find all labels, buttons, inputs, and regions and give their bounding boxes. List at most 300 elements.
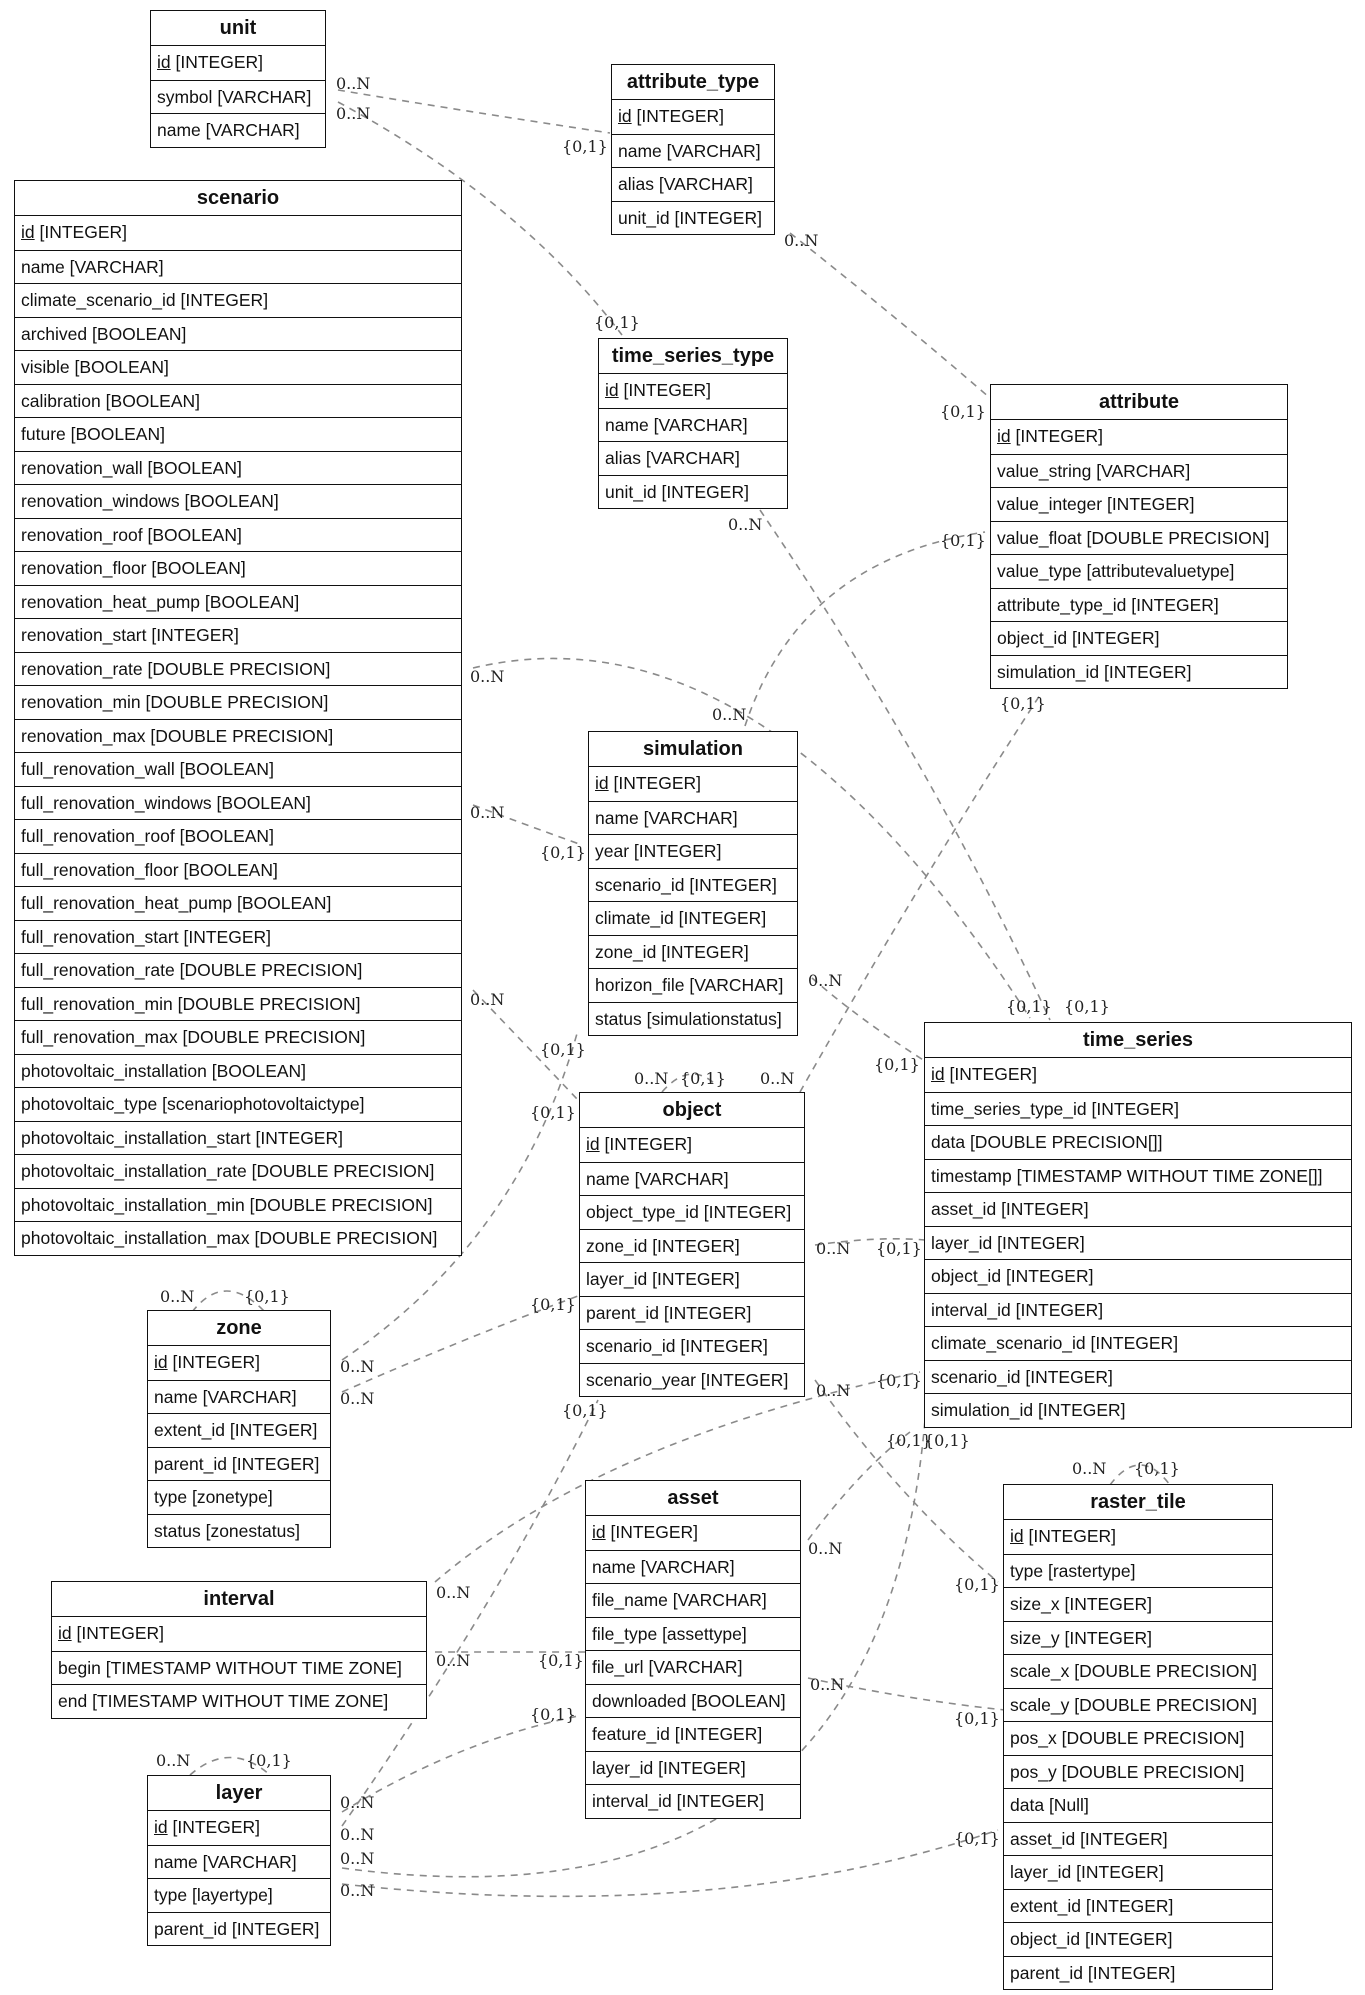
- table-title: raster_tile: [1004, 1485, 1272, 1520]
- column-type: [INTEGER]: [949, 1064, 1038, 1084]
- column-type: [INTEGER]: [1080, 1828, 1168, 1849]
- column-type: [INTEGER]: [658, 1757, 746, 1778]
- card-label: {0,1}: [562, 1401, 608, 1420]
- table-body: [151, 46, 325, 147]
- column-name: scenario_id: [595, 874, 685, 895]
- table-row: [1004, 1788, 1272, 1822]
- card-label: 0..N: [336, 74, 371, 93]
- column-name: id: [1010, 1526, 1024, 1546]
- table-row: [15, 551, 461, 585]
- table-row: [52, 1651, 426, 1685]
- table-attribute: [990, 384, 1288, 689]
- card-label: 0..N: [156, 1751, 191, 1770]
- table-unit: [150, 10, 326, 148]
- table-title: simulation: [589, 732, 797, 767]
- card-label: 0..N: [728, 515, 763, 534]
- table-row: [599, 408, 787, 442]
- table-row: [1004, 1721, 1272, 1755]
- column-name: type: [1010, 1560, 1044, 1581]
- column-type: [TIMESTAMP WITHOUT TIME ZONE]: [92, 1691, 389, 1711]
- column-type: [BOOLEAN]: [179, 759, 274, 779]
- column-name: renovation_wall: [21, 457, 143, 478]
- table-row: [15, 1087, 461, 1121]
- card-label: 0..N: [470, 667, 505, 686]
- table-row: [586, 1684, 800, 1718]
- column-type: [VARCHAR]: [69, 256, 164, 277]
- card-label: {0,1}: [680, 1069, 726, 1088]
- column-type: [INTEGER]: [172, 1352, 261, 1372]
- card-label: {0,1}: [540, 843, 586, 862]
- column-name: layer_id: [931, 1232, 993, 1253]
- column-name: parent_id: [586, 1302, 659, 1323]
- table-row: [612, 201, 774, 235]
- column-type: [VARCHAR]: [202, 1851, 297, 1872]
- column-type: [INTEGER]: [1087, 1962, 1176, 1983]
- column-type: [TIMESTAMP WITHOUT TIME ZONE]: [105, 1657, 402, 1678]
- column-name: alias: [618, 174, 654, 194]
- table-title: attribute_type: [612, 65, 774, 100]
- column-type: [INTEGER]: [1064, 1627, 1152, 1648]
- column-type: [INTEGER]: [674, 207, 762, 228]
- column-type: [INTEGER]: [661, 941, 749, 962]
- card-label: {0,1}: [954, 1709, 1000, 1728]
- card-label: 0..N: [816, 1239, 851, 1258]
- column-type: [INTEGER]: [703, 1202, 792, 1222]
- column-name: renovation_heat_pump: [21, 591, 201, 612]
- card-label: 0..N: [760, 1069, 795, 1088]
- column-name: id: [997, 426, 1011, 446]
- column-name: layer_id: [586, 1269, 648, 1289]
- column-type: [DOUBLE PRECISION]: [182, 1027, 366, 1047]
- column-type: [INTEGER]: [652, 1235, 740, 1256]
- column-name: id: [58, 1623, 72, 1643]
- column-type: [layertype]: [191, 1885, 273, 1905]
- column-name: name: [586, 1168, 630, 1189]
- card-label: {0,1}: [954, 1829, 1000, 1848]
- column-name: simulation_id: [931, 1400, 1034, 1420]
- column-type: [INTEGER]: [623, 380, 712, 400]
- card-label: {0,1}: [530, 1705, 576, 1724]
- table-row: [580, 1329, 804, 1363]
- table-body: [612, 100, 774, 234]
- column-name: type: [154, 1885, 188, 1905]
- card-label: 0..N: [1072, 1459, 1107, 1478]
- table-row: [15, 451, 461, 485]
- table-row: [991, 655, 1287, 689]
- table-row: [148, 1346, 330, 1380]
- column-name: climate_id: [595, 908, 674, 928]
- column-type: [INTEGER]: [633, 841, 722, 861]
- table-row: [586, 1784, 800, 1818]
- table-row: [1004, 1654, 1272, 1688]
- column-name: climate_scenario_id: [931, 1333, 1086, 1353]
- table-row: [15, 652, 461, 686]
- column-name: full_renovation_wall: [21, 759, 175, 779]
- column-name: id: [154, 1817, 168, 1837]
- column-name: id: [586, 1134, 600, 1154]
- table-row: [1004, 1889, 1272, 1923]
- column-name: name: [592, 1556, 636, 1577]
- table-time-series: [924, 1022, 1352, 1428]
- column-type: [INTEGER]: [39, 222, 128, 242]
- card-label: 0..N: [470, 803, 505, 822]
- table-row: [580, 1128, 804, 1162]
- column-name: data: [1010, 1795, 1045, 1815]
- column-type: [DOUBLE PRECISION]: [1074, 1694, 1258, 1715]
- column-name: name: [605, 414, 649, 435]
- table-row: [580, 1262, 804, 1296]
- table-row: [15, 1188, 461, 1222]
- column-type: [INTEGER]: [1025, 1366, 1113, 1387]
- column-name: unit_id: [605, 481, 657, 502]
- column-name: climate_scenario_id: [21, 290, 176, 310]
- column-name: timestamp: [931, 1165, 1012, 1186]
- column-name: renovation_roof: [21, 524, 143, 545]
- table-body: [599, 374, 787, 508]
- table-layer: [147, 1775, 331, 1946]
- column-name: name: [154, 1386, 198, 1407]
- table-row: [589, 901, 797, 935]
- column-name: size_x: [1010, 1594, 1060, 1614]
- table-row: [15, 518, 461, 552]
- column-type: [VARCHAR]: [634, 1168, 729, 1189]
- table-row: [589, 767, 797, 801]
- column-name: alias: [605, 448, 641, 468]
- card-label: {0,1}: [1134, 1459, 1180, 1478]
- table-row: [599, 441, 787, 475]
- column-type: [zonestatus]: [205, 1520, 300, 1541]
- column-name: horizon_file: [595, 975, 685, 995]
- table-row: [991, 554, 1287, 588]
- table-attribute-type: [611, 64, 775, 235]
- column-type: [Null]: [1048, 1795, 1089, 1815]
- edge-layer-asset: [342, 1716, 578, 1812]
- table-row: [1004, 1922, 1272, 1956]
- column-name: full_renovation_floor: [21, 859, 179, 880]
- table-body: [1004, 1520, 1272, 1989]
- table-body: [52, 1617, 426, 1718]
- column-type: [BOOLEAN]: [691, 1690, 786, 1711]
- column-type: [INTEGER]: [1005, 1266, 1094, 1286]
- table-row: [1004, 1621, 1272, 1655]
- column-type: [INTEGER]: [1076, 1862, 1164, 1882]
- table-row: [580, 1162, 804, 1196]
- column-name: end: [58, 1691, 88, 1711]
- column-type: [INTEGER]: [1001, 1199, 1089, 1219]
- column-type: [BOOLEAN]: [184, 491, 279, 511]
- table-row: [925, 1226, 1351, 1260]
- card-label: 0..N: [712, 705, 747, 724]
- column-type: [INTEGER]: [1028, 1526, 1117, 1546]
- table-row: [15, 384, 461, 418]
- column-name: asset_id: [1010, 1828, 1076, 1849]
- column-name: year: [595, 841, 630, 861]
- column-type: [BOOLEAN]: [211, 1060, 307, 1081]
- table-scenario: [14, 180, 462, 1256]
- column-name: full_renovation_rate: [21, 960, 175, 980]
- table-row: [586, 1550, 800, 1584]
- column-name: renovation_start: [21, 625, 147, 645]
- column-type: [INTEGER]: [1071, 628, 1160, 648]
- table-row: [925, 1092, 1351, 1126]
- card-label: 0..N: [808, 1539, 843, 1558]
- column-type: [BOOLEAN]: [179, 826, 274, 846]
- card-label: 0..N: [808, 971, 843, 990]
- column-type: [DOUBLE PRECISION]: [249, 1194, 433, 1215]
- column-name: simulation_id: [997, 661, 1100, 682]
- card-label: {0,1}: [1000, 694, 1046, 713]
- column-type: [INTEGER]: [663, 1302, 752, 1323]
- column-type: [INTEGER]: [680, 1336, 768, 1356]
- card-label: {0,1}: [530, 1103, 576, 1122]
- table-title: interval: [52, 1582, 426, 1617]
- card-label: 0..N: [784, 231, 819, 250]
- table-row: [15, 819, 461, 853]
- column-type: [VARCHAR]: [658, 174, 753, 194]
- table-row: [586, 1650, 800, 1684]
- table-row: [15, 685, 461, 719]
- table-row: [148, 1447, 330, 1481]
- card-label: {0,1}: [246, 1751, 292, 1770]
- column-type: [VARCHAR]: [689, 975, 784, 995]
- table-row: [15, 417, 461, 451]
- column-name: full_renovation_start: [21, 926, 179, 947]
- column-type: [VARCHAR]: [202, 1386, 297, 1407]
- column-type: [BOOLEAN]: [204, 591, 300, 612]
- column-type: [DOUBLE PRECISION]: [1061, 1761, 1245, 1782]
- column-name: scenario_year: [586, 1369, 696, 1390]
- column-name: renovation_min: [21, 692, 141, 712]
- column-type: [BOOLEAN]: [151, 558, 246, 578]
- column-type: [INTEGER]: [175, 52, 264, 72]
- column-type: [INTEGER]: [1038, 1400, 1126, 1420]
- column-type: [BOOLEAN]: [183, 859, 278, 880]
- table-row: [148, 1480, 330, 1514]
- column-name: photovoltaic_installation_min: [21, 1194, 245, 1215]
- column-name: visible: [21, 357, 70, 377]
- table-raster-tile: [1003, 1484, 1273, 1990]
- column-name: future: [21, 424, 66, 444]
- table-row: [148, 1380, 330, 1414]
- card-label: {0,1}: [1006, 997, 1052, 1016]
- table-asset: [585, 1480, 801, 1819]
- column-type: [INTEGER]: [183, 926, 271, 947]
- column-type: [DOUBLE PRECISION]: [179, 960, 363, 980]
- table-row: [151, 80, 325, 114]
- column-type: [INTEGER]: [997, 1232, 1085, 1253]
- column-name: begin: [58, 1657, 101, 1678]
- column-name: status: [595, 1008, 642, 1029]
- column-name: status: [154, 1520, 201, 1541]
- column-name: full_renovation_heat_pump: [21, 893, 233, 913]
- table-row: [991, 588, 1287, 622]
- column-type: [DOUBLE PRECISION]: [1061, 1728, 1245, 1748]
- table-row: [612, 100, 774, 134]
- table-row: [589, 935, 797, 969]
- table-row: [15, 853, 461, 887]
- column-name: id: [157, 52, 171, 72]
- table-title: scenario: [15, 181, 461, 216]
- column-name: photovoltaic_installation: [21, 1060, 207, 1081]
- table-row: [15, 953, 461, 987]
- column-name: archived: [21, 323, 88, 344]
- card-label: 0..N: [470, 990, 505, 1009]
- column-type: [BOOLEAN]: [237, 893, 332, 913]
- table-row: [15, 886, 461, 920]
- table-row: [586, 1717, 800, 1751]
- column-name: extent_id: [1010, 1895, 1082, 1916]
- column-type: [INTEGER]: [661, 481, 749, 502]
- table-title: time_series: [925, 1023, 1351, 1058]
- column-type: [VARCHAR]: [205, 120, 300, 140]
- column-type: [VARCHAR]: [645, 448, 740, 468]
- table-row: [580, 1229, 804, 1263]
- table-row: [15, 752, 461, 786]
- column-name: id: [592, 1522, 606, 1542]
- table-row: [589, 868, 797, 902]
- card-label: {0,1}: [886, 1431, 932, 1450]
- column-name: value_integer: [997, 494, 1103, 514]
- column-type: [INTEGER]: [1085, 1895, 1174, 1916]
- column-type: [VARCHAR]: [1096, 460, 1191, 481]
- table-row: [15, 585, 461, 619]
- column-name: zone_id: [595, 941, 657, 962]
- card-label: {0,1}: [1064, 997, 1110, 1016]
- column-name: id: [605, 380, 619, 400]
- table-body: [148, 1346, 330, 1547]
- table-row: [15, 250, 461, 284]
- table-row: [589, 1002, 797, 1036]
- column-name: extent_id: [154, 1420, 226, 1440]
- column-name: value_float: [997, 527, 1082, 548]
- table-row: [148, 1912, 330, 1946]
- column-name: object_id: [931, 1266, 1002, 1286]
- card-label: 0..N: [336, 104, 371, 123]
- column-type: [BOOLEAN]: [70, 424, 165, 444]
- column-type: [INTEGER]: [151, 625, 239, 645]
- edge-unit-attribute-type: [338, 90, 610, 133]
- column-name: type: [154, 1487, 188, 1507]
- column-name: full_renovation_roof: [21, 826, 175, 846]
- card-label: {0,1}: [876, 1239, 922, 1258]
- column-type: [INTEGER]: [76, 1623, 165, 1643]
- table-title: zone: [148, 1311, 330, 1346]
- table-row: [925, 1125, 1351, 1159]
- column-name: file_name: [592, 1590, 668, 1610]
- column-name: unit_id: [618, 207, 670, 228]
- column-name: calibration: [21, 390, 101, 411]
- column-type: [scenariophotovoltaictype]: [162, 1094, 365, 1114]
- table-row: [1004, 1956, 1272, 1990]
- column-type: [VARCHAR]: [640, 1556, 735, 1577]
- card-label: 0..N: [340, 1793, 375, 1812]
- table-row: [991, 621, 1287, 655]
- card-label: 0..N: [634, 1069, 669, 1088]
- column-name: layer_id: [1010, 1862, 1072, 1882]
- table-row: [15, 786, 461, 820]
- card-label: 0..N: [340, 1825, 375, 1844]
- table-row: [580, 1363, 804, 1397]
- column-type: [attributevaluetype]: [1086, 561, 1235, 581]
- table-title: attribute: [991, 385, 1287, 420]
- table-row: [15, 618, 461, 652]
- table-row: [586, 1583, 800, 1617]
- column-type: [INTEGER]: [1106, 494, 1195, 514]
- table-row: [589, 834, 797, 868]
- table-title: time_series_type: [599, 339, 787, 374]
- column-name: scale_x: [1010, 1661, 1070, 1681]
- column-name: symbol: [157, 86, 213, 107]
- column-name: full_renovation_min: [21, 993, 173, 1014]
- table-row: [925, 1159, 1351, 1193]
- table-time-series-type: [598, 338, 788, 509]
- table-row: [925, 1259, 1351, 1293]
- column-type: [BOOLEAN]: [92, 323, 187, 344]
- table-simulation: [588, 731, 798, 1036]
- column-name: value_type: [997, 561, 1082, 581]
- card-label: 0..N: [436, 1651, 471, 1670]
- column-type: [DOUBLE PRECISION]: [1086, 527, 1270, 548]
- column-type: [DOUBLE PRECISION]: [147, 658, 331, 679]
- column-type: [INTEGER]: [231, 1453, 320, 1474]
- column-type: [INTEGER]: [610, 1522, 699, 1542]
- edge-layer-raster-tile: [342, 1830, 998, 1896]
- column-name: zone_id: [586, 1235, 648, 1256]
- table-body: [586, 1516, 800, 1818]
- table-body: [925, 1058, 1351, 1427]
- column-name: renovation_windows: [21, 491, 180, 511]
- column-name: photovoltaic_installation_max: [21, 1228, 250, 1248]
- table-row: [586, 1617, 800, 1651]
- table-row: [586, 1516, 800, 1550]
- column-type: [INTEGER]: [613, 773, 702, 793]
- column-name: object_type_id: [586, 1202, 699, 1222]
- table-row: [15, 350, 461, 384]
- column-type: [zonetype]: [191, 1487, 273, 1507]
- column-type: [VARCHAR]: [648, 1657, 743, 1677]
- card-label: 0..N: [810, 1675, 845, 1694]
- column-name: pos_y: [1010, 1761, 1057, 1782]
- table-row: [1004, 1554, 1272, 1588]
- column-type: [INTEGER]: [1091, 1098, 1180, 1119]
- table-row: [1004, 1688, 1272, 1722]
- card-label: {0,1}: [940, 402, 986, 421]
- card-label: 0..N: [340, 1357, 375, 1376]
- table-row: [148, 1514, 330, 1548]
- column-name: id: [154, 1352, 168, 1372]
- card-label: {0,1}: [540, 1040, 586, 1059]
- column-type: [INTEGER]: [700, 1369, 789, 1390]
- column-name: photovoltaic_installation_rate: [21, 1161, 247, 1181]
- table-interval: [51, 1581, 427, 1719]
- table-row: [612, 167, 774, 201]
- column-name: parent_id: [154, 1918, 227, 1939]
- column-type: [DOUBLE PRECISION]: [177, 993, 361, 1014]
- column-type: [INTEGER]: [1131, 594, 1219, 615]
- column-name: id: [595, 773, 609, 793]
- column-name: full_renovation_windows: [21, 792, 212, 813]
- column-name: id: [618, 106, 632, 126]
- table-row: [925, 1360, 1351, 1394]
- table-body: [589, 767, 797, 1035]
- column-type: [INTEGER]: [676, 1791, 765, 1811]
- table-row: [151, 46, 325, 80]
- card-label: 0..N: [160, 1287, 195, 1306]
- table-row: [1004, 1855, 1272, 1889]
- table-row: [15, 216, 461, 250]
- edge-simulation-attribute: [745, 532, 985, 726]
- column-type: [INTEGER]: [255, 1127, 343, 1148]
